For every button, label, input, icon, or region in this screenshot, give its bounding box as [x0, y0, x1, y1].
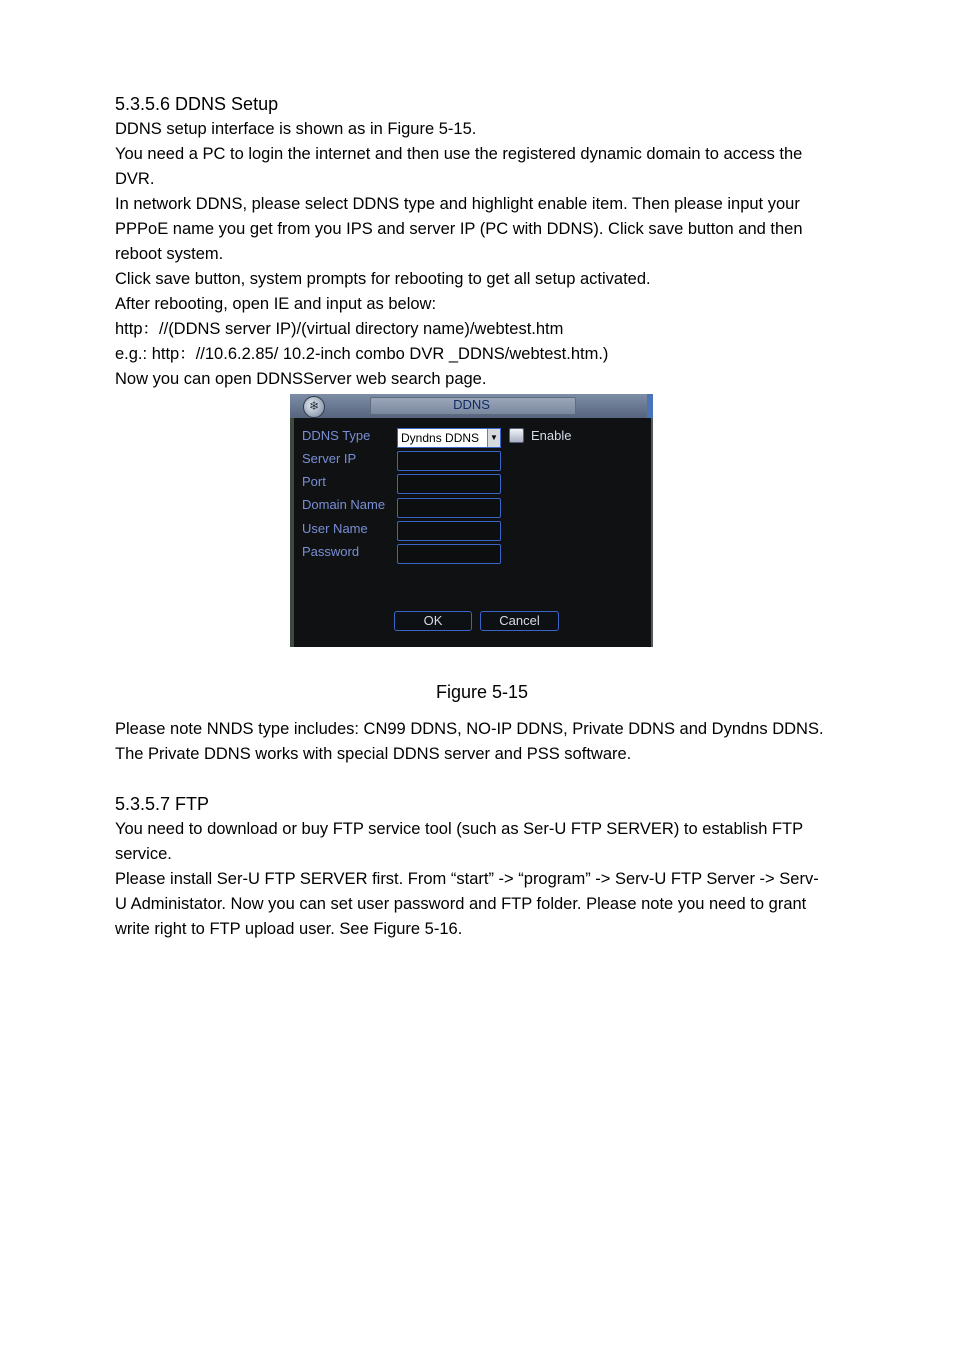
user-name-field[interactable] [397, 521, 501, 541]
server-ip-label: Server IP [302, 451, 357, 466]
ok-button[interactable]: OK [394, 611, 472, 631]
server-ip-field[interactable] [397, 451, 501, 471]
paragraph-line: write right to FTP upload user. See Figure 5-16. [115, 920, 463, 938]
ddns-type-value: Dyndns DDNS [401, 431, 480, 445]
user-name-label: User Name [302, 521, 368, 536]
paragraph-line: U Administator. Now you can set user password and FTP folder. Please note you need to grant [115, 895, 807, 913]
figure-caption: Figure 5-15 [436, 682, 529, 702]
paragraph-line: You need to download or buy FTP service tool (such as Ser-U FTP SERVER) to establish FTP [115, 820, 804, 838]
ddns-dialog-screenshot [290, 394, 653, 647]
section-heading-ftp: 5.3.5.7 FTP [115, 794, 210, 814]
paragraph-line: Please install Ser-U FTP SERVER first. From “start” -> “program” -> Serv-U FTP Server -> Serv- [115, 870, 819, 888]
paragraph-line: In network DDNS, please select DDNS type and highlight enable item. Then please input your [115, 195, 800, 213]
dialog-title-bar [290, 394, 653, 418]
domain-name-field[interactable] [397, 498, 501, 518]
url-example-line: e.g.: http：//10.6.2.85/ 10.2-inch combo DVR _DDNS/webtest.htm.) [115, 345, 609, 363]
globe-icon: ❄ [303, 396, 325, 418]
paragraph-line: After rebooting, open IE and input as below: [115, 295, 437, 313]
chevron-down-icon[interactable]: ▼ [487, 429, 500, 447]
paragraph-line: Now you can open DDNSServer web search page. [115, 370, 487, 388]
dialog-title: DDNS [453, 397, 490, 412]
ddns-type-label: DDNS Type [302, 428, 371, 443]
enable-label: Enable [531, 428, 572, 443]
note-line: Please note NNDS type includes: CN99 DDNS, NO-IP DDNS, Private DDNS and Dyndns DDNS. [115, 720, 824, 738]
paragraph-line: DVR. [115, 170, 155, 188]
paragraph-line: Click save button, system prompts for rebooting to get all setup activated. [115, 270, 651, 288]
cancel-button[interactable]: Cancel [480, 611, 559, 631]
ddns-type-select[interactable] [397, 428, 501, 448]
paragraph-line: reboot system. [115, 245, 224, 263]
note-line: The Private DDNS works with special DDNS server and PSS software. [115, 745, 632, 763]
port-field[interactable] [397, 474, 501, 494]
section-heading-ddns: 5.3.5.6 DDNS Setup [115, 94, 279, 114]
paragraph-line: PPPoE name you get from you IPS and server IP (PC with DDNS). Click save button and then [115, 220, 803, 238]
password-field[interactable] [397, 544, 501, 564]
domain-name-label: Domain Name [302, 497, 386, 512]
paragraph-line: service. [115, 845, 172, 863]
title-bar-edge [647, 394, 653, 418]
enable-checkbox[interactable] [509, 428, 524, 443]
paragraph-line: DDNS setup interface is shown as in Figure 5-15. [115, 120, 477, 138]
paragraph-line: You need a PC to login the internet and then use the registered dynamic domain to access the [115, 145, 803, 163]
password-label: Password [302, 544, 360, 559]
port-label: Port [302, 474, 326, 489]
dialog-right-edge [651, 418, 653, 647]
dialog-left-edge [290, 418, 294, 647]
url-format-line: http：//(DDNS server IP)/(virtual directory name)/webtest.htm [115, 320, 564, 338]
